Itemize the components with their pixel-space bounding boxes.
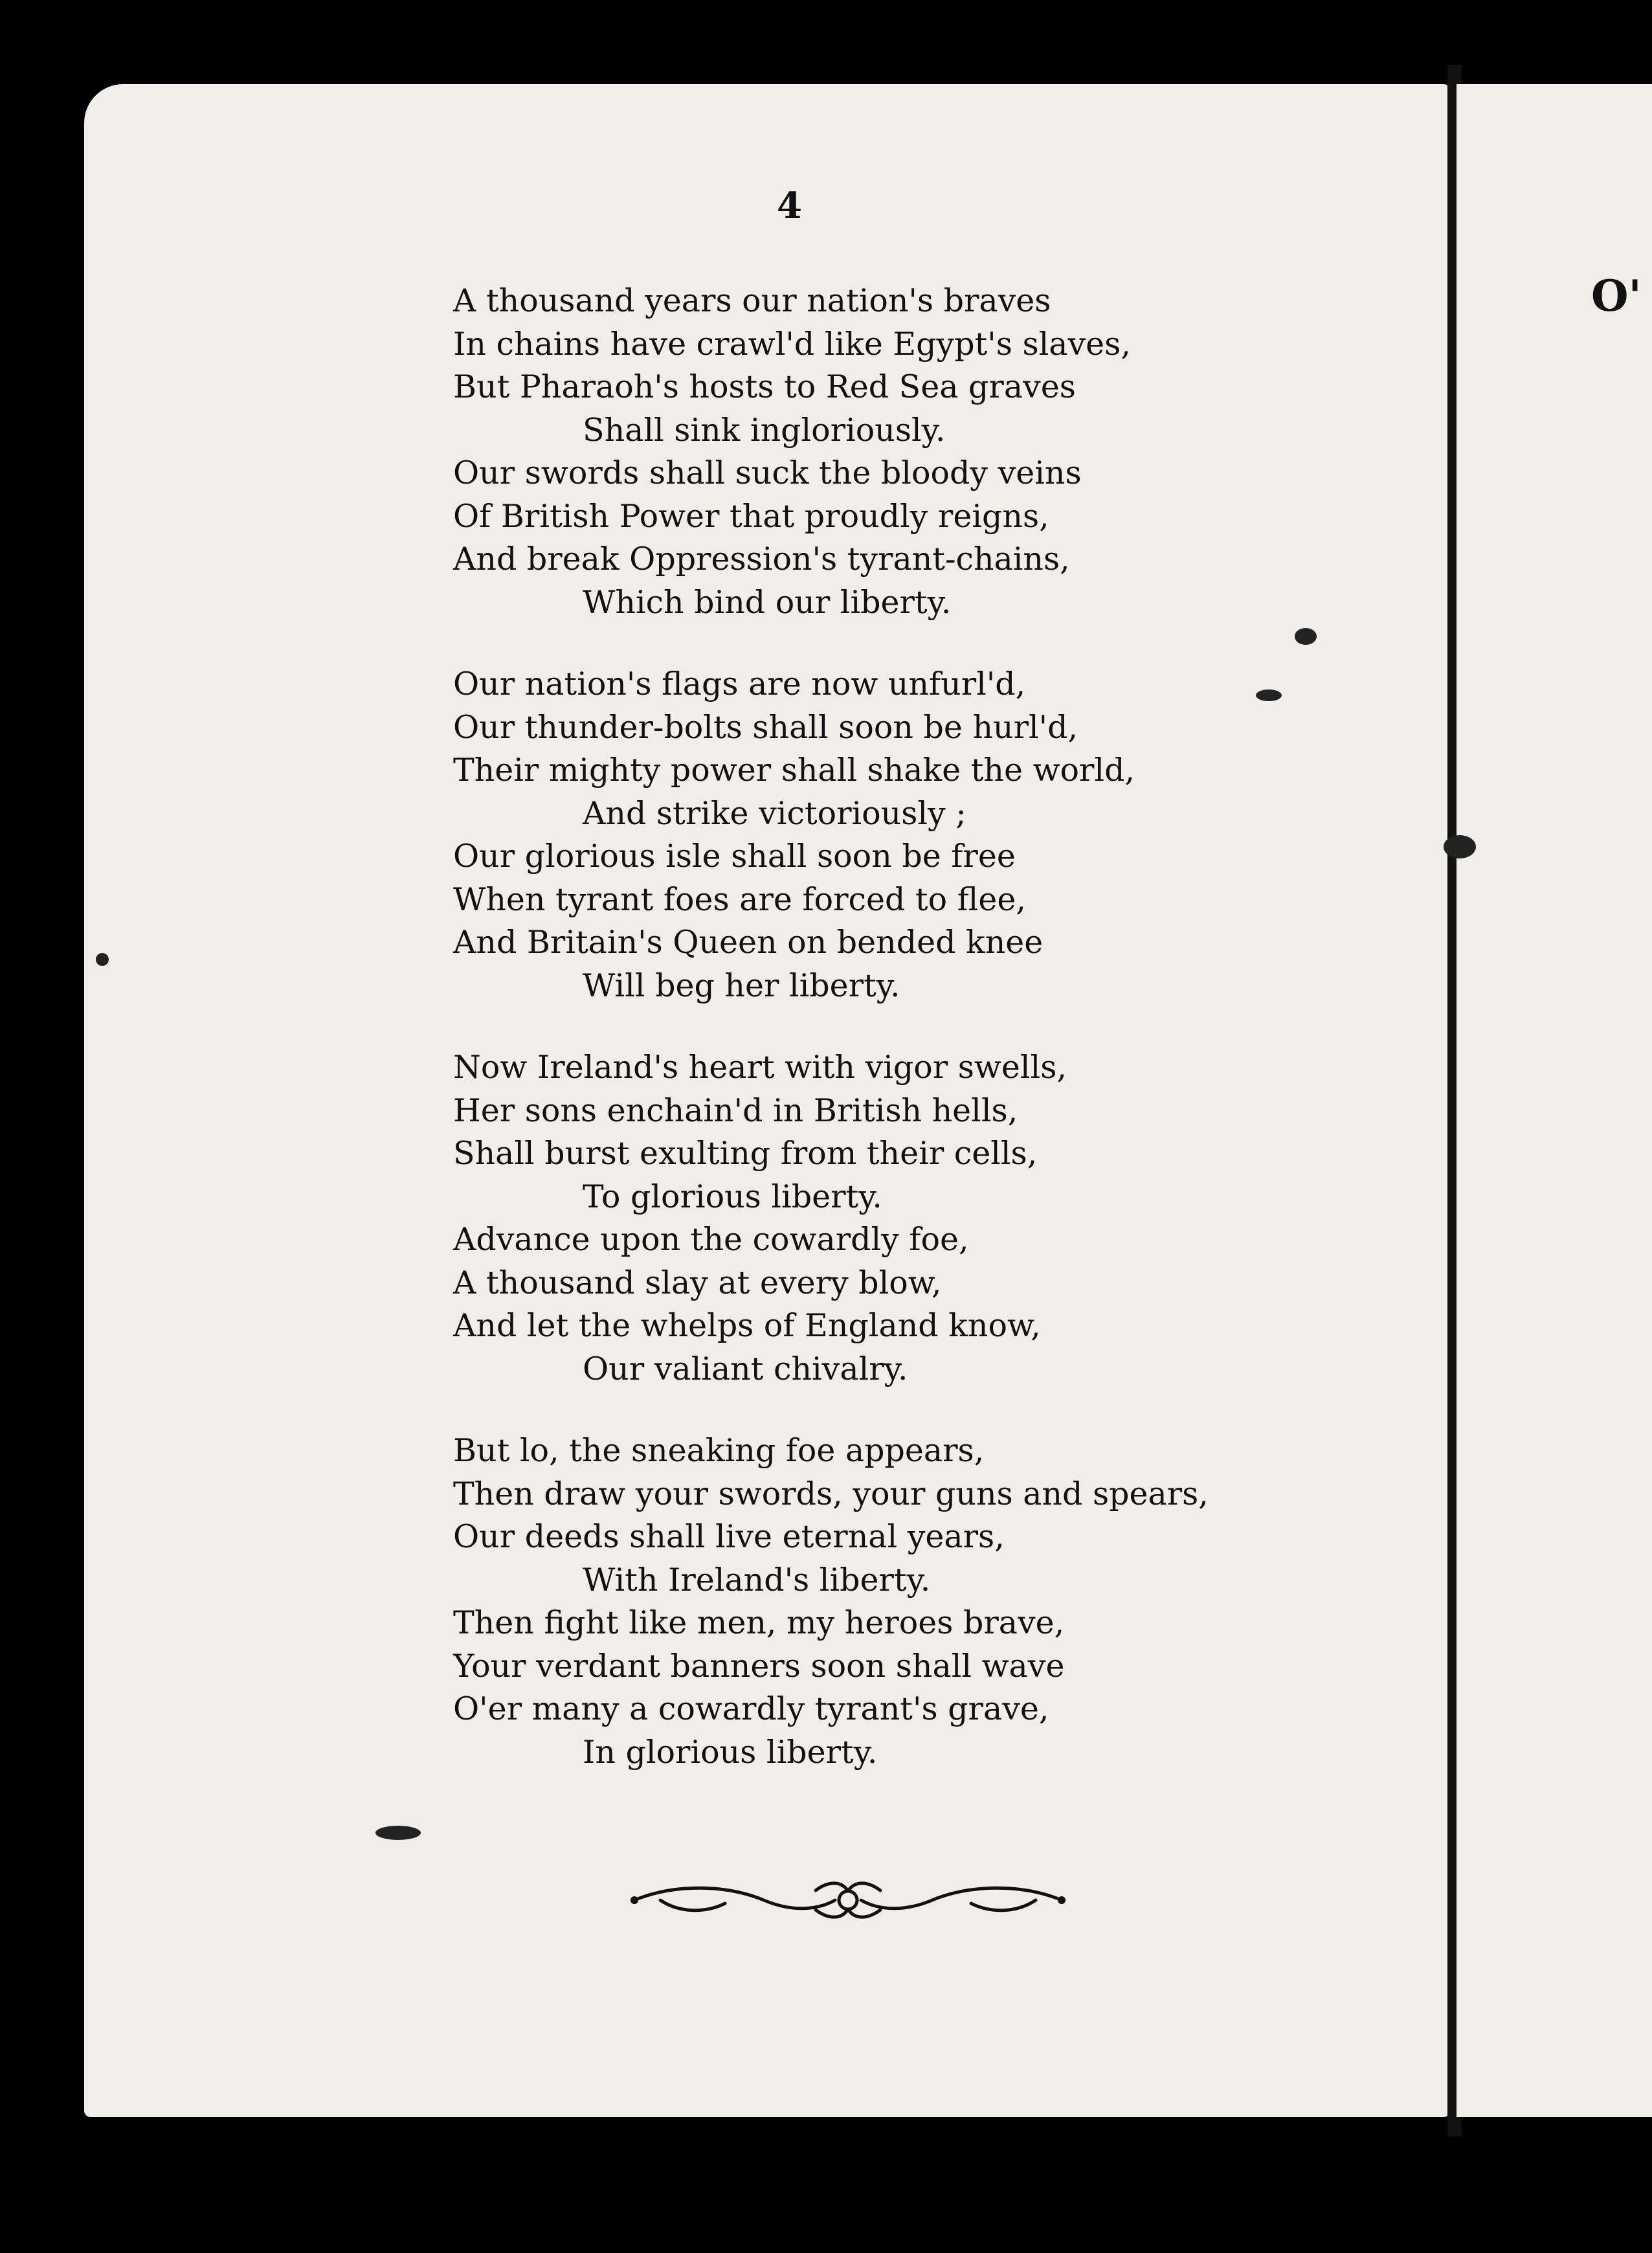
poem-line: Our swords shall suck the bloody veins [453,454,1082,491]
poem-line-refrain: Which bind our liberty. [583,583,952,621]
poem-line: Of British Power that proudly reigns, [453,497,1049,535]
poem-line: A thousand slay at every blow, [453,1264,942,1301]
stanza-2 [453,663,1308,1007]
poem-line-refrain: Our valiant chivalry. [583,1350,908,1387]
right-page-heading-fragment: O' [1591,271,1642,321]
stanza-3 [453,1046,1308,1391]
poem-line: Your verdant banners soon shall wave [453,1647,1065,1685]
poem-line: Our deeds shall live eternal years, [453,1518,1005,1555]
poem-line-refrain: Shall sink ingloriously. [583,411,946,449]
poem-line: And Britain's Queen on bended knee [453,924,1044,961]
poem [453,280,1308,1774]
poem-line-refrain: In glorious liberty. [583,1733,878,1771]
poem-line: And break Oppression's tyrant-chains, [453,541,1070,577]
poem-line-refrain: To glorious liberty. [583,1178,882,1215]
poem-line: A thousand years our nation's braves [453,282,1051,319]
poem-line-refrain: And strike victoriously ; [583,794,966,832]
poem-line: But lo, the sneaking foe appears, [453,1432,985,1469]
stanza-4 [453,1429,1308,1774]
ink-blot [1444,835,1476,858]
decorative-flourish-ornament [621,1878,1075,1923]
right-page [1457,84,1652,2117]
page-number: 4 [777,185,803,227]
poem-line: Our thunder-bolts shall soon be hurl'd, [453,708,1078,746]
poem-line: In chains have crawl'd like Egypt's slaves, [453,325,1131,363]
poem-line: Now Ireland's heart with vigor swells, [453,1049,1067,1086]
poem-line: Our glorious isle shall soon be free [453,838,1016,875]
poem-line: O'er many a cowardly tyrant's grave, [453,1690,1049,1727]
stanza-1 [453,280,1308,624]
ink-blot [1295,628,1317,645]
poem-line: But Pharaoh's hosts to Red Sea graves [453,368,1076,405]
poem-line: And let the whelps of England know, [453,1307,1041,1344]
poem-line: Our nation's flags are now unfurl'd, [453,666,1026,702]
poem-line-refrain: Will beg her liberty. [583,967,900,1004]
ink-blot [96,953,109,966]
poem-line: Then draw your swords, your guns and spears, [453,1475,1209,1512]
ink-blot [375,1826,421,1840]
poem-line: Their mighty power shall shake the world, [453,752,1135,789]
poem-line: Then fight like men, my heroes brave, [453,1604,1065,1641]
poem-line: Her sons enchain'd in British hells, [453,1092,1018,1129]
poem-line: Advance upon the cowardly foe, [453,1221,969,1258]
ink-blot [1256,689,1282,701]
poem-line-refrain: With Ireland's liberty. [583,1561,931,1598]
poem-line: When tyrant foes are forced to flee, [453,880,1026,918]
poem-line: Shall burst exulting from their cells, [453,1135,1038,1172]
